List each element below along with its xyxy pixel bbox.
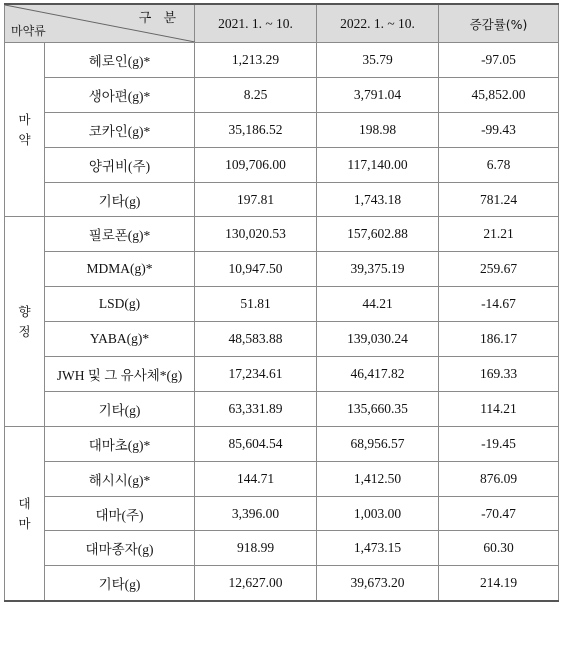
table-body: [5, 43, 559, 602]
item-name-cell: 대마초(g)*: [45, 426, 195, 461]
table-row: [5, 531, 559, 566]
change-rate-cell: 781.24: [439, 182, 559, 217]
table-row: [5, 426, 559, 461]
table-row: [5, 461, 559, 496]
corner-header-bottom-label: 마약류: [11, 24, 46, 38]
change-rate-cell: 6.78: [439, 147, 559, 182]
value-2022-cell: 44.21: [317, 287, 439, 322]
category-char: 마: [18, 111, 31, 127]
value-2022-cell: 35.79: [317, 43, 439, 78]
value-2021-cell: 85,604.54: [195, 426, 317, 461]
value-2021-cell: 63,331.89: [195, 391, 317, 426]
value-2022-cell: 198.98: [317, 112, 439, 147]
value-2022-cell: 1,743.18: [317, 182, 439, 217]
value-2021-cell: 3,396.00: [195, 496, 317, 531]
change-rate-cell: -97.05: [439, 43, 559, 78]
item-name-cell: 헤로인(g)*: [45, 43, 195, 78]
value-2021-cell: 35,186.52: [195, 112, 317, 147]
column-header-2022: 2022. 1. ~ 10.: [317, 4, 439, 43]
table-row: [5, 182, 559, 217]
table-row: [5, 217, 559, 252]
value-2022-cell: 1,003.00: [317, 496, 439, 531]
column-header-rate: 증감률(%): [439, 4, 559, 43]
item-name-cell: MDMA(g)*: [45, 252, 195, 287]
corner-header-cell: [5, 4, 195, 43]
value-2021-cell: 918.99: [195, 531, 317, 566]
value-2022-cell: 68,956.57: [317, 426, 439, 461]
value-2022-cell: 117,140.00: [317, 147, 439, 182]
value-2022-cell: 135,660.35: [317, 391, 439, 426]
category-char: 대: [18, 495, 31, 511]
item-name-cell: JWH 및 그 유사체*(g): [45, 357, 195, 392]
category-char: 약: [18, 131, 31, 147]
value-2021-cell: 130,020.53: [195, 217, 317, 252]
value-2022-cell: 157,602.88: [317, 217, 439, 252]
category-cell: [5, 426, 45, 601]
item-name-cell: 대마종자(g): [45, 531, 195, 566]
value-2022-cell: 1,473.15: [317, 531, 439, 566]
item-name-cell: 양귀비(주): [45, 147, 195, 182]
corner-header-top-label: 구 분: [138, 11, 180, 26]
value-2021-cell: 17,234.61: [195, 357, 317, 392]
table-row: [5, 147, 559, 182]
table-row: [5, 357, 559, 392]
change-rate-cell: 186.17: [439, 322, 559, 357]
header-row: [5, 4, 559, 43]
item-name-cell: 기타(g): [45, 182, 195, 217]
item-name-cell: 코카인(g)*: [45, 112, 195, 147]
value-2022-cell: 46,417.82: [317, 357, 439, 392]
change-rate-cell: -14.67: [439, 287, 559, 322]
change-rate-cell: 876.09: [439, 461, 559, 496]
table-row: [5, 252, 559, 287]
value-2021-cell: 12,627.00: [195, 566, 317, 601]
value-2022-cell: 3,791.04: [317, 77, 439, 112]
category-char: 향: [18, 303, 31, 319]
table-row: [5, 77, 559, 112]
change-rate-cell: 21.21: [439, 217, 559, 252]
item-name-cell: LSD(g): [45, 287, 195, 322]
table-row: [5, 287, 559, 322]
drug-seizure-table: [4, 3, 559, 602]
change-rate-cell: 60.30: [439, 531, 559, 566]
item-name-cell: YABA(g)*: [45, 322, 195, 357]
category-cell: [5, 217, 45, 426]
item-name-cell: 필로폰(g)*: [45, 217, 195, 252]
value-2022-cell: 1,412.50: [317, 461, 439, 496]
value-2021-cell: 10,947.50: [195, 252, 317, 287]
change-rate-cell: 114.21: [439, 391, 559, 426]
change-rate-cell: 169.33: [439, 357, 559, 392]
value-2022-cell: 39,673.20: [317, 566, 439, 601]
table-row: [5, 566, 559, 601]
item-name-cell: 해시시(g)*: [45, 461, 195, 496]
change-rate-cell: 214.19: [439, 566, 559, 601]
change-rate-cell: 259.67: [439, 252, 559, 287]
value-2021-cell: 48,583.88: [195, 322, 317, 357]
category-cell: [5, 43, 45, 217]
table-row: [5, 43, 559, 78]
value-2021-cell: 8.25: [195, 77, 317, 112]
change-rate-cell: -70.47: [439, 496, 559, 531]
value-2021-cell: 144.71: [195, 461, 317, 496]
column-header-2021: 2021. 1. ~ 10.: [195, 4, 317, 43]
table-row: [5, 496, 559, 531]
table-row: [5, 112, 559, 147]
item-name-cell: 생아편(g)*: [45, 77, 195, 112]
value-2021-cell: 1,213.29: [195, 43, 317, 78]
value-2022-cell: 39,375.19: [317, 252, 439, 287]
table-row: [5, 391, 559, 426]
category-char: 마: [18, 515, 31, 531]
item-name-cell: 대마(주): [45, 496, 195, 531]
table-row: [5, 322, 559, 357]
change-rate-cell: -99.43: [439, 112, 559, 147]
change-rate-cell: -19.45: [439, 426, 559, 461]
drug-seizure-table-container: [4, 3, 558, 643]
item-name-cell: 기타(g): [45, 566, 195, 601]
value-2021-cell: 109,706.00: [195, 147, 317, 182]
category-char: 정: [18, 323, 31, 339]
value-2021-cell: 197.81: [195, 182, 317, 217]
item-name-cell: 기타(g): [45, 391, 195, 426]
change-rate-cell: 45,852.00: [439, 77, 559, 112]
value-2021-cell: 51.81: [195, 287, 317, 322]
value-2022-cell: 139,030.24: [317, 322, 439, 357]
